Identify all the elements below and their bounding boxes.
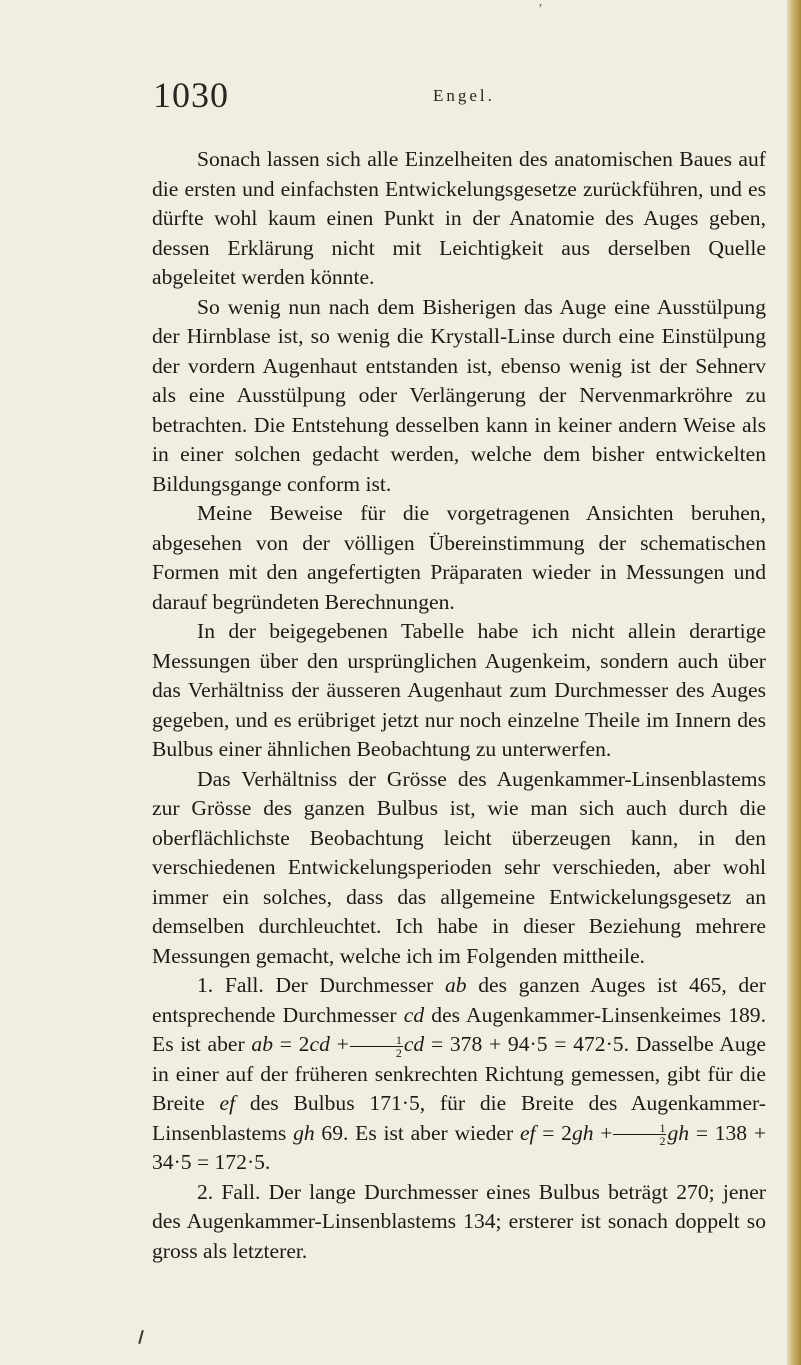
fraction-denominator: 2 (395, 1045, 402, 1060)
fraction-numerator-2: 1 (613, 1122, 666, 1135)
fall-1-text-6: 69. Es ist aber wieder (321, 1120, 514, 1145)
fraction-one-half-2 (613, 1122, 666, 1147)
paragraph-fall-2 (152, 1178, 766, 1267)
fall-1-text-5: des Bulbus 171·5, für die Breite des Augenkammer-Linsenblastems (152, 1091, 766, 1145)
paragraph-4: In der beigegebenen Tabelle habe ich nicht allein derartige Messungen über den ursprünglichen Augenkeim, sondern auch über das Verhältniss der äusseren Augenhaut zum Durchmesser des Auges gegeben, und es erübriget jetzt nur noch einzelne Theile im Innern des Bulbus einer ähnlichen Beobachtung zu unterwerfen. (152, 619, 766, 761)
fall-2-text: Der lange Durchmesser eines Bulbus beträgt 270; jener des Augenkammer-Linsenblastems 134; ersterer ist sonach doppelt so gross als letzterer. (152, 1179, 766, 1263)
paragraph-3: Meine Beweise für die vorgetragenen Ansichten beruhen, abgesehen von der völligen Übereinstimmung der schematischen Formen mit den angefertigten Präparaten wieder in Messungen und darauf begründeten Berechnungen. (152, 501, 766, 614)
eq2-gh-2: gh (667, 1120, 690, 1145)
fraction-denominator-2: 2 (659, 1134, 666, 1149)
body-text (152, 145, 766, 1266)
corner-mark: ’ (538, 2, 543, 17)
page-number: 1030 (153, 75, 229, 115)
fall-2-label: 2. Fall. (197, 1179, 261, 1204)
stray-mark (138, 1330, 144, 1344)
eq2-ef: ef (519, 1120, 536, 1145)
fraction-numerator: 1 (350, 1034, 403, 1047)
page-edge (787, 0, 801, 1365)
eq1-result: = 378 + 94·5 = 472·5. (430, 1032, 629, 1056)
fall-1-text-1: Der Durchmesser (275, 973, 434, 997)
eq2-part-a: = 2 (542, 1120, 572, 1145)
eq1-ab: ab (251, 1032, 273, 1056)
eq2-gh: gh (571, 1120, 594, 1145)
page-header (153, 70, 761, 120)
symbol-ab: ab (444, 973, 467, 997)
paragraph-5: Das Verhältniss der Grösse des Augenkammer-Linsenblastems zur Grösse des ganzen Bulbus ist, wie man sich auch durch die oberflächlichste Beobachtung leicht überzeugen kann, in den verschiedenen Entwickelungsperioden sehr verschieden, aber wohl immer ein solches, dass das allgemeine Entwickelungsgesetz an demselben durchleuchtet. Ich habe in dieser Beziehung mehrere Messungen gemacht, welche ich im Folgenden mittheile. (152, 766, 766, 968)
fall-1-text-3: des Augenkammer-Linsenkeimes 189. Es ist aber (152, 1002, 766, 1056)
running-head: Engel. (433, 86, 495, 105)
eq1-cd: cd (309, 1032, 330, 1056)
eq1-plus: + (336, 1032, 349, 1056)
equation-1 (251, 1032, 629, 1060)
fall-1-text-2: des ganzen Auges ist 465, der entsprechende Durchmesser (152, 973, 766, 1027)
fall-1-label: 1. Fall. (197, 973, 264, 997)
symbol-ef: ef (219, 1091, 236, 1115)
symbol-cd: cd (403, 1002, 425, 1027)
fraction-one-half (350, 1034, 403, 1059)
symbol-gh: gh (293, 1120, 315, 1145)
eq1-part-a: = 2 (279, 1032, 310, 1056)
paragraph-fall-1 (152, 971, 766, 1178)
eq2-plus: + (600, 1120, 613, 1145)
paragraph-1: Sonach lassen sich alle Einzelheiten des anatomischen Baues auf die ersten und einfachsten Entwickelungsgesetze zurückführen, und es dürfte wohl kaum einen Punkt in der Anatomie des Auges geben, dessen Erklärung nicht mit Leichtigkeit aus derselben Quelle abgeleitet werden könnte. (152, 147, 766, 289)
eq2-result: = 138 + 34·5 = 172·5. (152, 1120, 767, 1174)
paragraph-2: So wenig nun nach dem Bisherigen das Auge eine Ausstülpung der Hirnblase ist, so wenig die Krystall-Linse durch eine Einstülpung der vordern Augenhaut entstanden ist, ebenso wenig ist der Sehnerv als eine Ausstülpung oder Verlängerung der Nervenmarkröhre zu betrachten. Die Entstehung desselben kann in keiner andern Weise als in einer solchen gedacht werden, welche dem bisher entwickelten Bildungsgange conform ist. (152, 294, 766, 496)
eq1-cd-2: cd (403, 1032, 425, 1056)
fall-1-text-4: Dasselbe Auge in einer auf der früheren senkrechten Richtung gemessen, gibt für die Breite (152, 1032, 766, 1115)
